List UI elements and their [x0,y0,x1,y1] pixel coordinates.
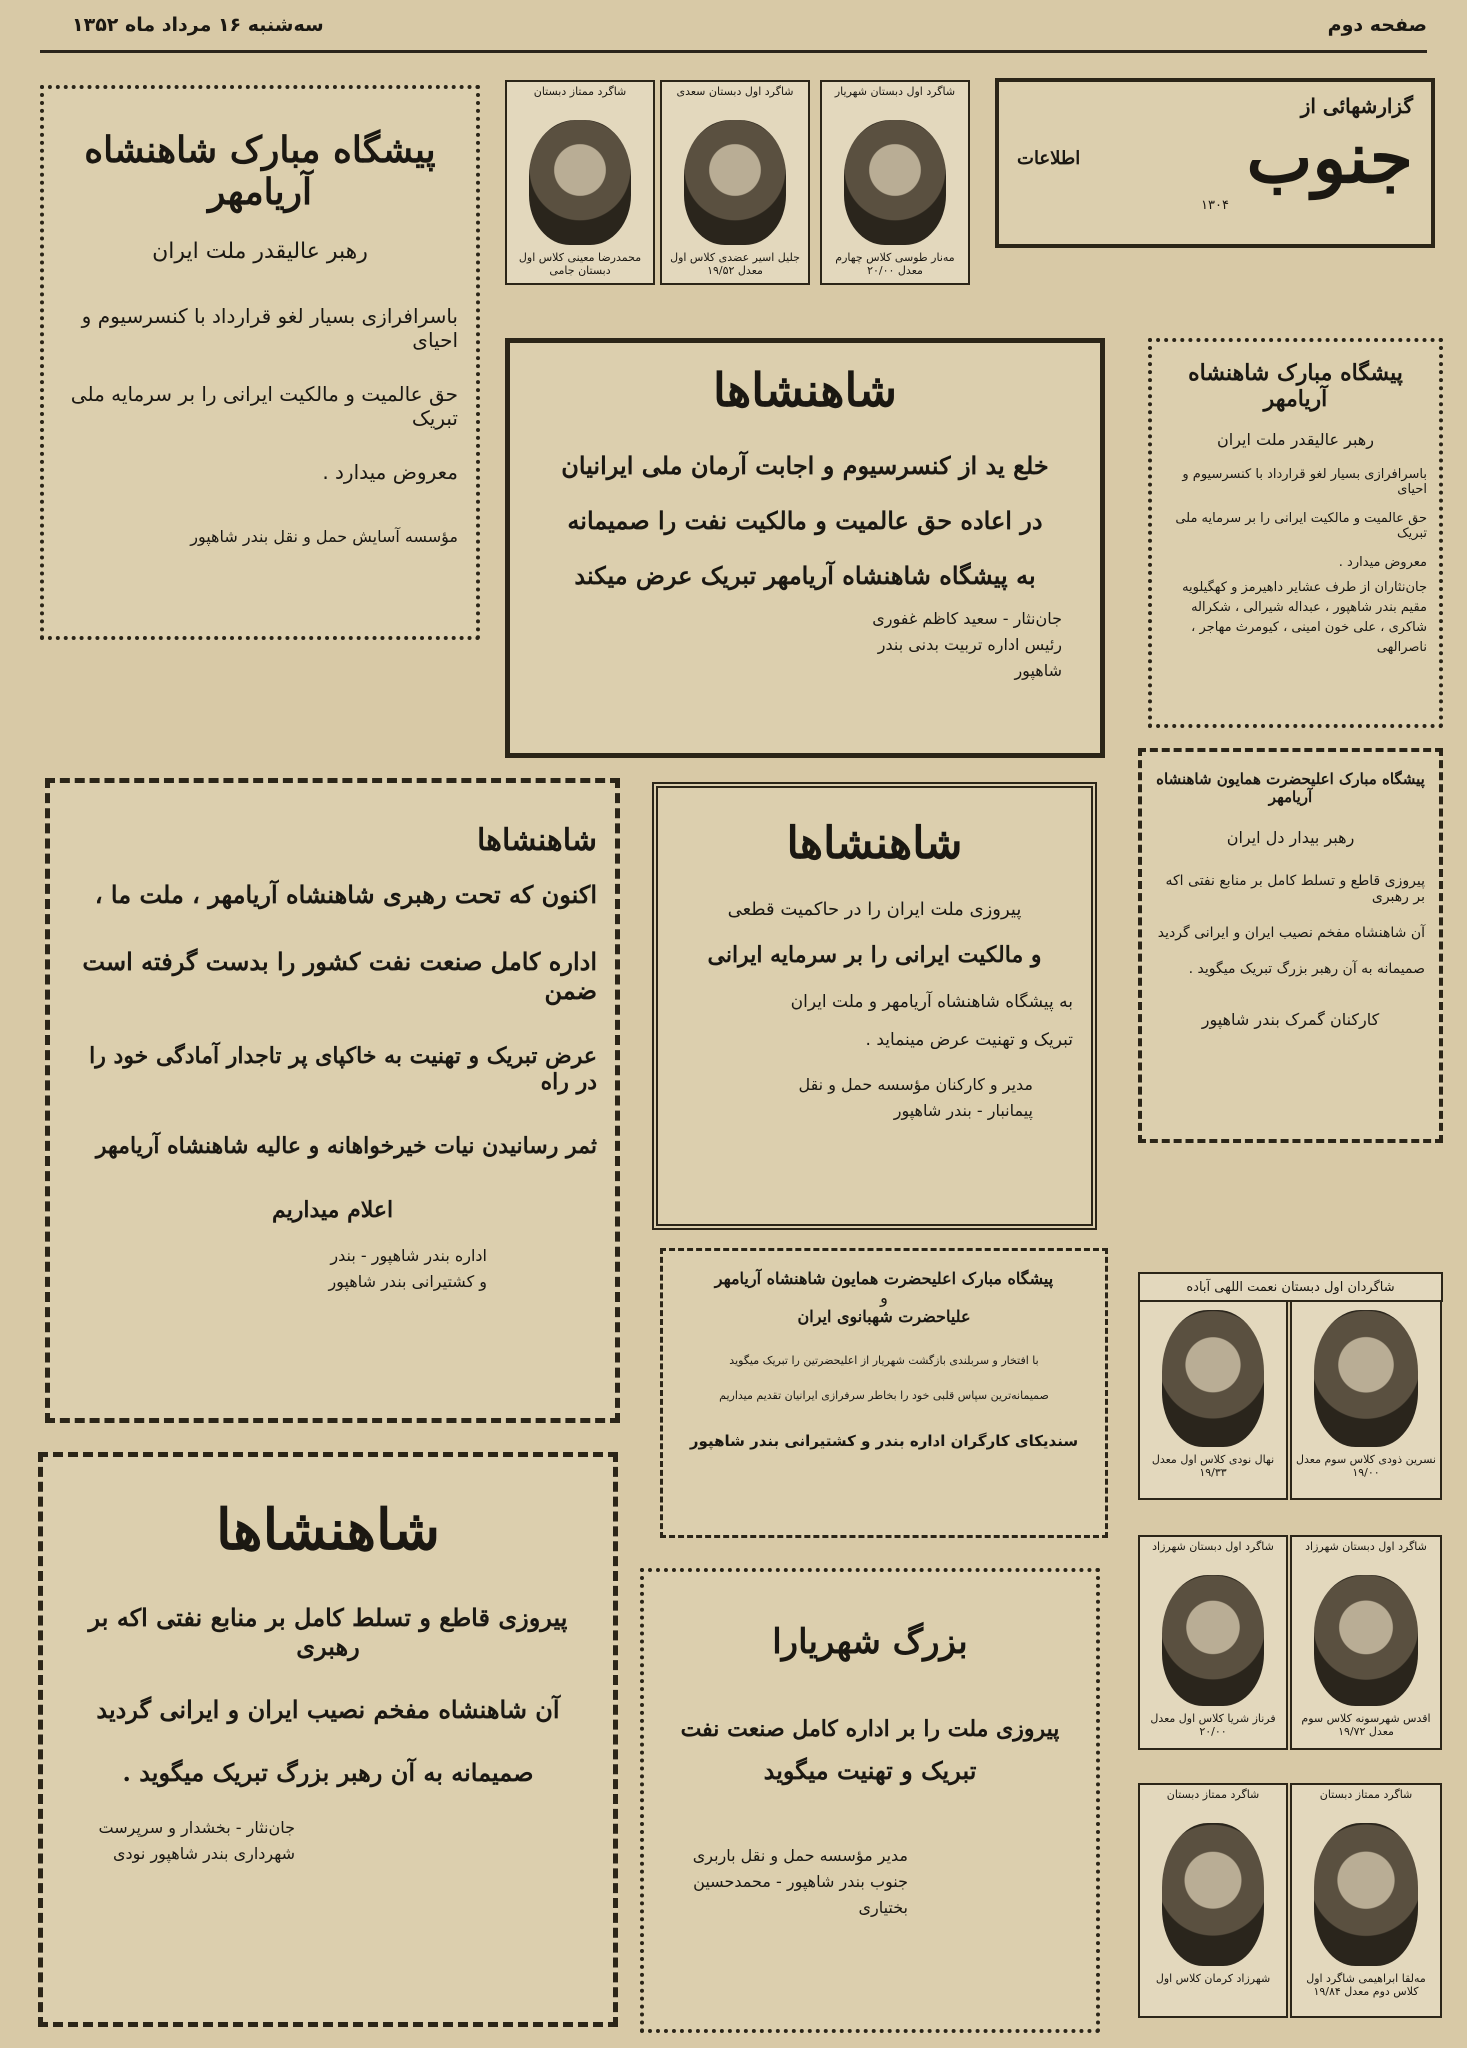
student-photo: شاگرد اول دبستان سعدی جلیل اسیر عضدی کلاس اول معدل ۱۹/۵۲ [660,80,810,285]
header-rule [40,50,1427,53]
ad-left-bottom: شاهنشاها پیروزی قاطع و تسلط کامل بر منابع نفتی اکه بر رهبری آن شاهنشاه مفخم نصیب ایران و ایرانی گردید صمیمانه به آن رهبر بزرگ تبریک میگوید . جان‌نثار - بخشدار و سرپرست شهرداری بندر شاهپور نودی [38,1452,618,2027]
portrait-image [1314,1823,1418,1966]
ad-title: پیشگاه مبارک اعلیحضرت همایون شاهنشاه آریامهر [714,1269,1054,1288]
ad-title: شاهنشاها [215,1497,441,1563]
ad-center-lower: پیشگاه مبارک اعلیحضرت همایون شاهنشاه آریامهر و علیاحضرت شهبانوی ایران با افتخار و سربلندی بازگشت شهریار از اعلیحضرتین را تبریک میگوید صمیمانه‌ترین سپاس قلبی خود را بخاطر سرفرازی ایرانیان تقدیم میداریم سندیکای کارگران اداره بندر و کشتیرانی بندر شاهپور [660,1248,1108,1538]
ad-left-top: پیشگاه مبارک شاهنشاه آریامهر رهبر عالیقدر ملت ایران باسرافرازی بسیار لغو قرارداد با کنسرسیوم و احیای حق عالمیت و مالکیت ایرانی را بر سرمایه ملی تبریک معروض میدارد . مؤسسه آسایش حمل و نقل بندر شاهپور [40,85,480,640]
student-photo: نهال نودی کلاس اول معدل ۱۹/۳۳ [1138,1300,1288,1500]
ad-signature: سندیکای کارگران اداره بندر و کشتیرانی بندر شاهپور [689,1432,1079,1450]
student-photo: شاگرد ممتاز دبستان شهرزاد کرمان کلاس اول [1138,1783,1288,2018]
student-photo: شاگرد اول دبستان شهرزاد اقدس شهرسونه کلاس سوم معدل ۱۹/۷۲ [1290,1535,1442,1750]
portrait-image [1314,1310,1418,1447]
photos-header: شاگردان اول دبستان نعمت اللهی آباده [1138,1272,1443,1302]
portrait-image [1162,1310,1264,1447]
ad-center-top: شاهنشاها خلع ید از کنسرسیوم و اجابت آرمان ملی ایرانیان در اعاده حق عالمیت و مالکیت نفت را صمیمانه به پیشگاه شاهنشاه آریامهر تبریک عرض میکند جان‌نثار - سعید کاظم غفوری رئیس اداره تربیت بدنی بندر شاهپور [505,338,1105,758]
student-photo: شاگرد اول دبستان شهریار مه‌نار طوسی کلاس چهارم معدل ۲۰/۰۰ [820,80,970,285]
ad-title: پیشگاه مبارک شاهنشاه آریامهر [1188,360,1403,412]
ad-title: پیشگاه مبارک شاهنشاه آریامهر [84,129,436,213]
ad-signature: کارکنان گمرک بندر شاهپور [1201,1010,1380,1029]
ad-title: پیشگاه مبارک اعلیحضرت همایون شاهنشاه آریامهر [1156,770,1425,806]
student-photo: شاگرد ممتاز دبستان مه‌لقا ابراهیمی شاگرد اول کلاس دوم معدل ۱۹/۸۴ [1290,1783,1442,2018]
ad-left-mid: شاهنشاها اکنون که تحت رهبری شاهنشاه آریامهر ، ملت ما ، اداره کامل صنعت نفت کشور را بدست گرفته است ضمن عرض تبریک و تهنیت به خاکپای پر تاجدار آمادگی خود را در راه ثمر رسانیدن نیات خیرخواهانه و عالیه شاهنشاه آریامهر اعلام میداریم اداره بندر شاهپور - بندر و کشتیرانی بندر شاهپور [45,778,620,1423]
masthead-top: گزارشهائی از [1300,94,1413,118]
ad-title: شاهنشاها [712,363,898,417]
ad-center-bottom: بزرگ شهریارا پیروزی ملت را بر اداره کامل صنعت نفت تبریک و تهنیت میگوید مدیر مؤسسه حمل و نقل باربری جنوب بندر شاهپور - محمدحسین بختیاری [640,1568,1100,2033]
ad-title: بزرگ شهریارا [772,1622,968,1662]
student-photo: نسرین ذودی کلاس سوم معدل ۱۹/۰۰ [1290,1300,1442,1500]
student-photo: شاگرد اول دبستان شهرزاد فرناز شریا کلاس اول معدل ۲۰/۰۰ [1138,1535,1288,1750]
masthead [995,78,1435,248]
ad-signature: جان‌نثاران از طرف عشایر داهیرمز و کهگیلویه مقیم بندر شاهپور ، عبداله شیرالی ، شکراله شاکری ، علی خون امینی ، کیومرث مهاجر ، ناصرالهی [1182,580,1427,655]
masthead-left: اطلاعات [1017,147,1081,169]
page-number: صفحه دوم [1327,14,1427,36]
masthead-title: جنوب [1246,116,1413,199]
ad-signature: مؤسسه آسایش حمل و نقل بندر شاهپور [190,527,458,546]
ad-right-mid: پیشگاه مبارک اعلیحضرت همایون شاهنشاه آریامهر رهبر بیدار دل ایران پیروزی قاطع و تسلط کامل بر منابع نفتی اکه بر رهبری آن شاهنشاه مفخم نصیب ایران و ایرانی گردید صمیمانه به آن رهبر بزرگ تبریک میگوید . کارکنان گمرک بندر شاهپور [1138,748,1443,1143]
portrait-image [1162,1823,1264,1966]
ad-title: شاهنشاها [786,818,963,869]
issue-date: سه‌شنبه ۱۶ مرداد ماه ۱۳۵۲ [72,14,324,36]
portrait-image [1162,1575,1264,1706]
masthead-number: ۱۳۰۴ [1201,198,1229,213]
portrait-image [1314,1575,1418,1706]
portrait-image [529,120,631,245]
portrait-image [684,120,786,245]
portrait-image [844,120,946,245]
ad-center-mid: شاهنشاها پیروزی ملت ایران را در حاکمیت قطعی و مالکیت ایرانی را بر سرمایه ایرانی به پیشگاه شاهنشاه آریامهر و ملت ایران تبریک و تهنیت عرض مینماید . مدیر و کارکنان مؤسسه حمل و نقل پیمانبار - بندر شاهپور [652,782,1097,1230]
student-photo: شاگرد ممتاز دبستان محمدرضا معینی کلاس اول دبستان جامی [505,80,655,285]
ad-title: شاهنشاها [476,823,597,858]
ad-right-top: پیشگاه مبارک شاهنشاه آریامهر رهبر عالیقدر ملت ایران باسرافرازی بسیار لغو قرارداد با کنسرسیوم و احیای حق عالمیت و مالکیت ایرانی را بر سرمایه ملی تبریک معروض میدارد . جان‌نثاران از طرف عشایر داهیرمز و کهگیلویه مقیم بندر شاهپور ، عبداله شیرالی ، شکراله شاکری ، علی خون امینی ، کیومرث مهاجر ، ناصرالهی [1148,338,1443,728]
